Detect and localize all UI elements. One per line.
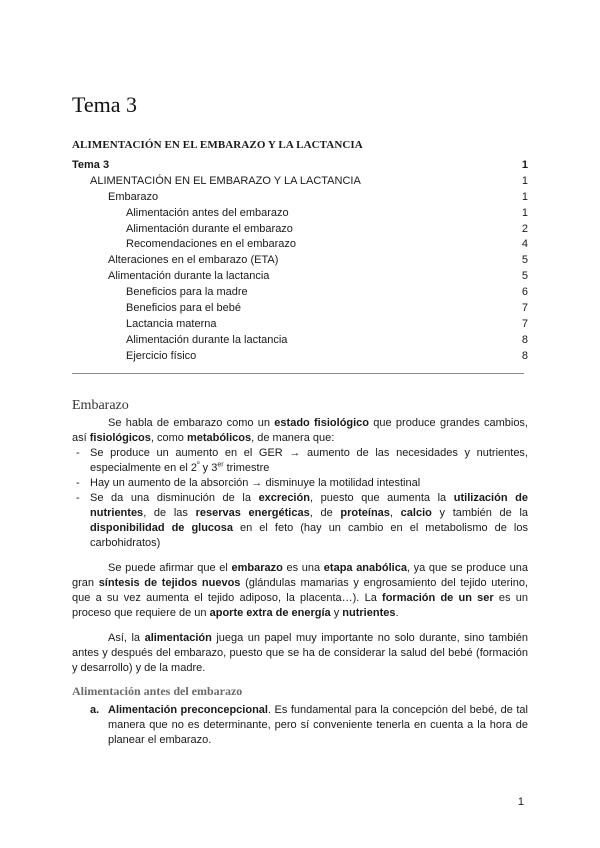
toc-entry-label: Embarazo: [108, 190, 159, 203]
toc-entry[interactable]: [72, 206, 528, 222]
toc-entry-page: 1: [521, 190, 528, 203]
page-number: 1: [517, 796, 524, 808]
toc-entry-label: Alimentación durante el embarazo: [126, 222, 293, 235]
toc-entry[interactable]: [72, 349, 528, 365]
paragraph: Se puede afirmar que el embarazo es una etapa anabólica, ya que se produce una gran síntesis de tejidos nuevos (glándulas mamarias y engrosamiento del tejido uterino, que a su vez aumenta el tejido adiposo, la placenta…). La formación de un ser es un proceso que requiere de un aporte extra de energía y nutrientes.: [72, 562, 528, 619]
toc-entry-label: Alimentación antes del embarazo: [126, 206, 289, 219]
toc-entry[interactable]: [72, 174, 528, 190]
toc-entry[interactable]: [72, 317, 528, 333]
list-item: a. Alimentación preconcepcional. Es fundamental para la concepción del bebé, de tal manera que no es determinante, pero sí conveniente tenerla en cuenta a la hora de planear el embarazo.: [90, 704, 528, 746]
toc-entry-page: 5: [521, 270, 528, 283]
toc-entry-label: Lactancia materna: [126, 317, 217, 330]
lettered-list: [72, 703, 528, 748]
toc-heading: ALIMENTACIÓN EN EL EMBARAZO Y LA LACTANCIA: [72, 139, 363, 151]
toc-entry-label: ALIMENTACIÓN EN EL EMBARAZO Y LA LACTANCIA: [90, 174, 361, 187]
toc-entry-page: 1: [521, 159, 528, 171]
paragraph: Así, la alimentación juega un papel muy importante no solo durante, sino también antes y después del embarazo, puesto que se ha de considerar la salud del bebé (formación y desarrollo) y de la madre.: [72, 632, 529, 674]
toc-entry[interactable]: [72, 237, 528, 253]
toc-entry[interactable]: [72, 158, 528, 174]
toc-entry-label: Recomendaciones en el embarazo: [126, 238, 296, 251]
toc-entry[interactable]: [72, 333, 528, 349]
list-item: - Hay un aumento de la absorción → disminuye la motilidad intestinal: [76, 477, 421, 489]
list-item: - Se da una disminución de la excreción, puesto que aumenta la utilización de nutrientes, de las reservas energéticas, de proteínas, calcio y también de la disponibilidad de glucosa en el feto (hay un cambio en el metabolismo de los carbohidratos): [76, 492, 529, 549]
toc-entry-page: 1: [521, 174, 528, 187]
toc-entry-page: 4: [521, 238, 528, 251]
toc-entry-label: Alimentación durante la lactancia: [108, 270, 270, 283]
toc-entry-label: Ejercicio físico: [126, 349, 197, 362]
toc-entry-page: 1: [521, 206, 528, 219]
toc-divider: [72, 373, 524, 374]
toc-entry-page: 5: [521, 254, 528, 267]
subsection-heading: Alimentación antes del embarazo: [72, 684, 243, 698]
page-title: Tema 3: [72, 92, 138, 117]
toc-entry-page: 7: [521, 317, 528, 330]
section-body: [72, 416, 528, 748]
toc-entry-page: 6: [521, 286, 528, 299]
toc-entry-label: Alimentación durante la lactancia: [126, 333, 288, 346]
toc-entry-page: 8: [521, 333, 528, 346]
toc-entry[interactable]: [72, 222, 528, 238]
toc-entry-label: Beneficios para la madre: [126, 286, 248, 299]
toc-entry-label: Tema 3: [72, 159, 110, 171]
toc-entry[interactable]: [72, 190, 528, 206]
toc-entry[interactable]: [72, 269, 528, 285]
toc-entry-label: Alteraciones en el embarazo (ETA): [108, 254, 279, 267]
toc-entry[interactable]: [72, 285, 528, 301]
toc-entry-page: 7: [521, 302, 528, 315]
toc-entry-label: Beneficios para el bebé: [126, 302, 241, 315]
table-of-contents: [72, 158, 528, 365]
list-item: - Se produce un aumento en el GER → aumento de las necesidades y nutrientes, especialmente en el $2^º$ y 3er trimestre: [76, 447, 528, 474]
paragraph: Se habla de embarazo como un estado fisiológico que produce grandes cambios, así fisiológicos, como metabólicos, de manera que:: [72, 417, 528, 444]
bullet-list: [72, 446, 528, 551]
toc-entry-page: 8: [521, 349, 528, 362]
toc-entry[interactable]: [72, 253, 528, 269]
section-heading: Embarazo: [72, 398, 129, 413]
toc-entry[interactable]: [72, 301, 528, 317]
toc-entry-page: 2: [521, 222, 528, 235]
